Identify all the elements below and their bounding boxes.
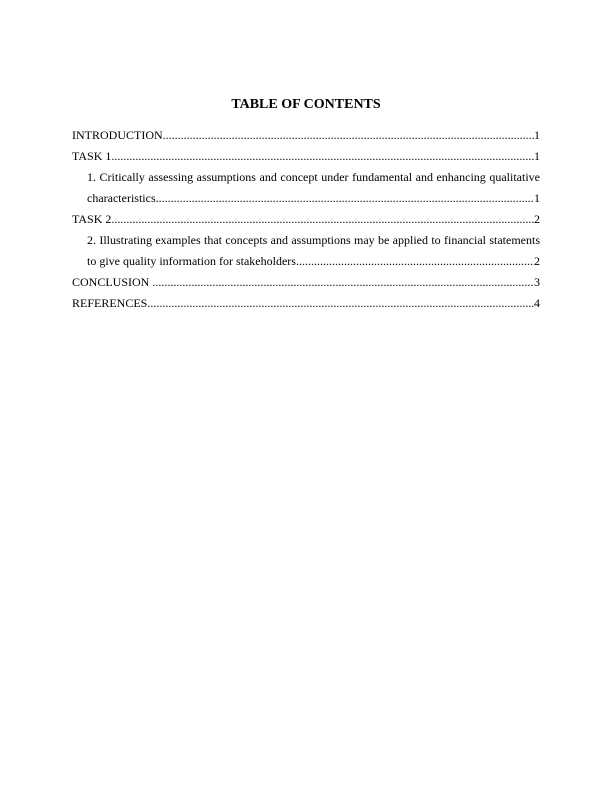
toc-entry-references[interactable] — [72, 293, 540, 314]
dot-leader — [152, 272, 534, 293]
toc-entry-label: TASK 1 — [72, 149, 112, 163]
toc-page-number: 1 — [534, 191, 540, 205]
toc-entry-task-1[interactable] — [72, 146, 540, 167]
toc-entry-label: CONCLUSION — [72, 275, 153, 289]
dot-leader — [147, 293, 534, 314]
toc-entry-label: REFERENCES — [72, 296, 148, 310]
toc-entry-label: characteristics — [87, 191, 156, 205]
dot-leader — [111, 146, 534, 167]
toc-title: TABLE OF CONTENTS — [231, 97, 381, 112]
toc-entry-subsection-2[interactable] — [72, 230, 540, 272]
dot-leader — [156, 188, 534, 209]
toc-entry-task-2[interactable] — [72, 209, 540, 230]
dot-leader — [163, 125, 534, 146]
toc-page-number: 1 — [534, 128, 540, 142]
toc-page-number: 2 — [534, 212, 540, 226]
toc-page-number: 4 — [534, 296, 540, 310]
toc-entry-conclusion[interactable] — [72, 272, 540, 293]
toc-entry-introduction[interactable] — [72, 125, 540, 146]
table-of-contents — [72, 125, 540, 314]
toc-entry-label: INTRODUCTION — [72, 128, 163, 142]
toc-entry-label: to give quality information for stakeholders — [87, 254, 296, 268]
toc-entry-label: TASK 2 — [72, 212, 112, 226]
dot-leader — [296, 251, 534, 272]
toc-entry-subsection-1[interactable] — [72, 167, 540, 209]
dot-leader — [111, 209, 534, 230]
toc-page-number: 2 — [534, 254, 540, 268]
toc-page-number: 3 — [534, 275, 540, 289]
toc-entry-first-line: 2. Illustrating examples that concepts and assumptions may be applied to financial statements — [87, 233, 540, 247]
toc-entry-first-line: 1. Critically assessing assumptions and concept under fundamental and enhancing qualitative — [87, 170, 540, 184]
toc-page-number: 1 — [534, 149, 540, 163]
